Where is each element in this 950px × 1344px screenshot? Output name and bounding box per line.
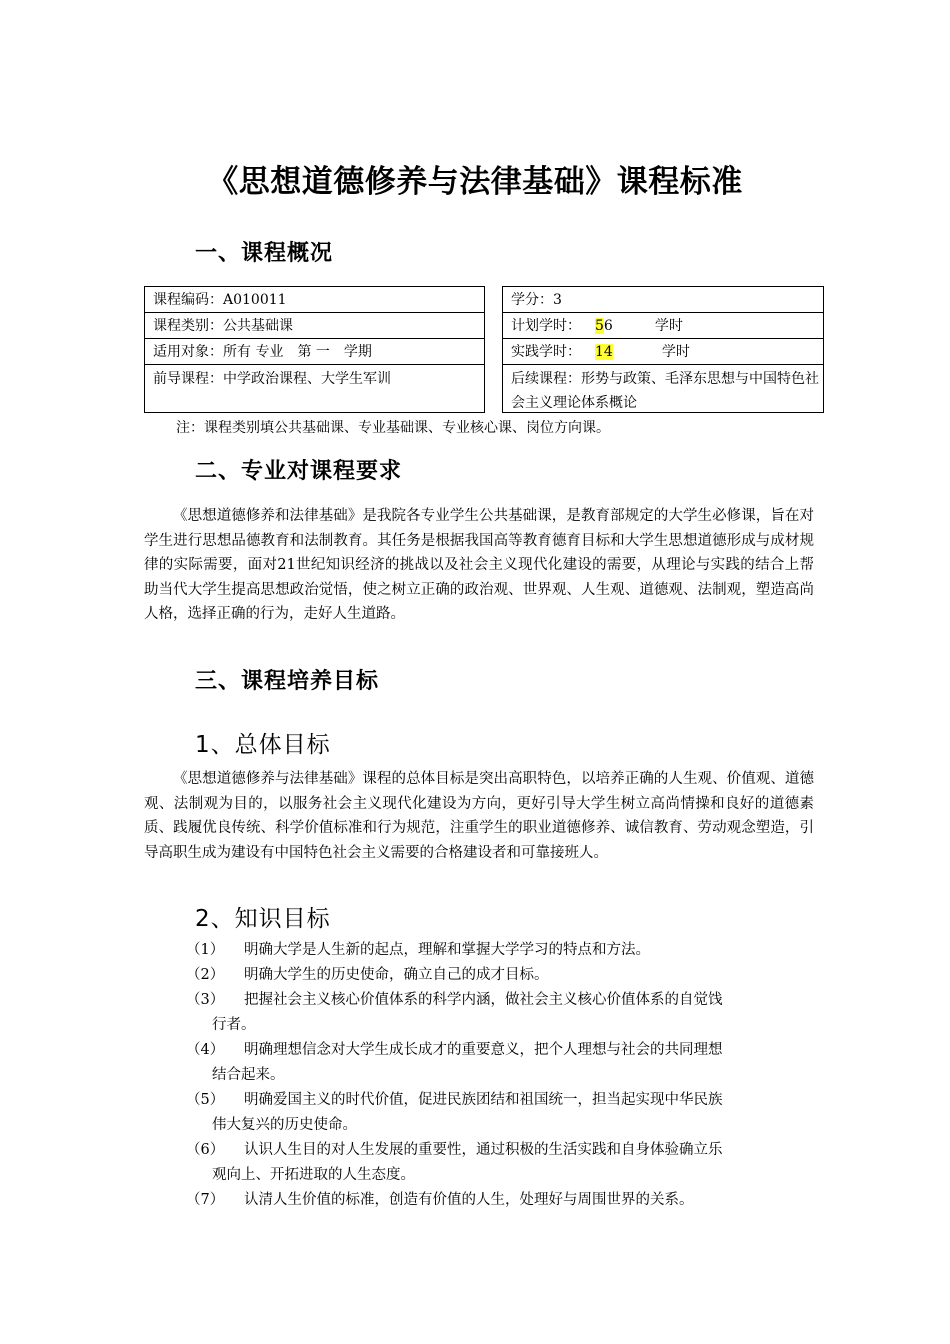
planned-hours-label: 计划学时： bbox=[511, 318, 581, 334]
knowledge-item bbox=[186, 1188, 811, 1213]
item-text: 明确大学是人生新的起点，理解和掌握大学学习的特点和方法。 bbox=[244, 942, 650, 958]
subheading-overall-goal: 1、总体目标 bbox=[195, 732, 331, 758]
subheading-knowledge-goal: 2、知识目标 bbox=[195, 906, 331, 932]
overview-right-box bbox=[502, 286, 824, 413]
item-number: （5） bbox=[186, 1092, 225, 1108]
course-overview-table bbox=[144, 286, 824, 413]
item-text: 明确大学生的历史使命，确立自己的成才目标。 bbox=[244, 967, 549, 983]
credit-cell: 学分：3 bbox=[503, 287, 823, 313]
practice-hours-unit: 学时 bbox=[661, 344, 690, 360]
knowledge-item bbox=[186, 1088, 811, 1138]
knowledge-item bbox=[186, 963, 811, 988]
target-audience-cell: 适用对象：所有 专业 第 一 学期 bbox=[145, 339, 484, 365]
requirements-paragraph: 《思想道德修养和法律基础》是我院各专业学生公共基础课，是教育部规定的大学生必修课，旨在对学生进行思想品德教育和法制教育。其任务是根据我国高等教育德育目标和大学生思想道德形成与成材规律的实际需要，面对21世纪知识经济的挑战以及社会主义现代化建设的需要，从理论与实践的结合上帮助当代大学生提高思想政治觉悟，使之树立正确的政治观、世界观、人生观、道德观、法制观，塑造高尚人格，选择正确的行为，走好人生道路。 bbox=[144, 508, 814, 622]
practice-hours-label: 实践学时： bbox=[511, 344, 581, 360]
document-title: 《思想道德修养与法律基础》课程标准 bbox=[207, 164, 743, 200]
practice-hours-value: 14 bbox=[595, 344, 613, 360]
item-text: 认识人生目的对人生发展的重要性，通过积极的生活实践和自身体验确立乐 bbox=[244, 1142, 723, 1158]
item-continuation: 行者。 bbox=[212, 1017, 256, 1033]
knowledge-item bbox=[186, 1038, 811, 1088]
course-category-cell: 课程类别：公共基础课 bbox=[145, 313, 484, 339]
planned-hours-unit: 学时 bbox=[654, 318, 683, 334]
prerequisite-course-cell: 前导课程：中学政治课程、大学生军训 bbox=[153, 371, 391, 387]
course-code-cell: 课程编码：A010011 bbox=[145, 287, 484, 313]
course-category-note: 注：课程类别填公共基础课、专业基础课、专业核心课、岗位方向课。 bbox=[176, 420, 610, 436]
section-heading-objectives: 三、课程培养目标 bbox=[195, 669, 380, 694]
item-number: （3） bbox=[186, 992, 225, 1008]
item-continuation: 伟大复兴的历史使命。 bbox=[212, 1117, 357, 1133]
item-number: （2） bbox=[186, 967, 225, 983]
knowledge-item bbox=[186, 988, 811, 1038]
follow-course-cell: 后续课程：形势与政策、毛泽东思想与中国特色社会主义理论体系概论 bbox=[511, 371, 819, 411]
item-text: 把握社会主义核心价值体系的科学内涵，做社会主义核心价值体系的自觉饯 bbox=[244, 992, 723, 1008]
section-heading-requirements: 二、专业对课程要求 bbox=[195, 459, 403, 484]
planned-hours-cell bbox=[503, 313, 823, 339]
practice-hours-cell bbox=[503, 339, 823, 365]
item-text: 明确爱国主义的时代价值，促进民族团结和祖国统一，担当起实现中华民族 bbox=[244, 1092, 723, 1108]
item-text: 明确理想信念对大学生成长成才的重要意义，把个人理想与社会的共同理想 bbox=[244, 1042, 723, 1058]
planned-hours-highlight: 5 bbox=[595, 318, 604, 334]
overall-goal-paragraph: 《思想道德修养与法律基础》课程的总体目标是突出高职特色，以培养正确的人生观、价值观、道德观、法制观为目的，以服务社会主义现代化建设为方向，更好引导大学生树立高尚情操和良好的道德素质、践履优良传统、科学价值标准和行为规范，注重学生的职业道德修养、诚信教育、劳动观念塑造，引导高职生成为建设有中国特色社会主义需要的合格建设者和可靠接班人。 bbox=[144, 771, 814, 861]
knowledge-item bbox=[186, 938, 811, 963]
planned-hours-value: 6 bbox=[603, 318, 613, 334]
item-continuation: 结合起来。 bbox=[212, 1067, 285, 1083]
overview-left-box bbox=[144, 286, 485, 413]
item-number: （4） bbox=[186, 1042, 225, 1058]
item-number: （1） bbox=[186, 942, 225, 958]
item-number: （7） bbox=[186, 1192, 225, 1208]
section-heading-overview: 一、课程概况 bbox=[195, 241, 334, 266]
item-text: 认清人生价值的标准，创造有价值的人生，处理好与周围世界的关系。 bbox=[244, 1192, 694, 1208]
knowledge-item bbox=[186, 1138, 811, 1188]
item-continuation: 观向上、开拓进取的人生态度。 bbox=[212, 1167, 415, 1183]
item-number: （6） bbox=[186, 1142, 225, 1158]
